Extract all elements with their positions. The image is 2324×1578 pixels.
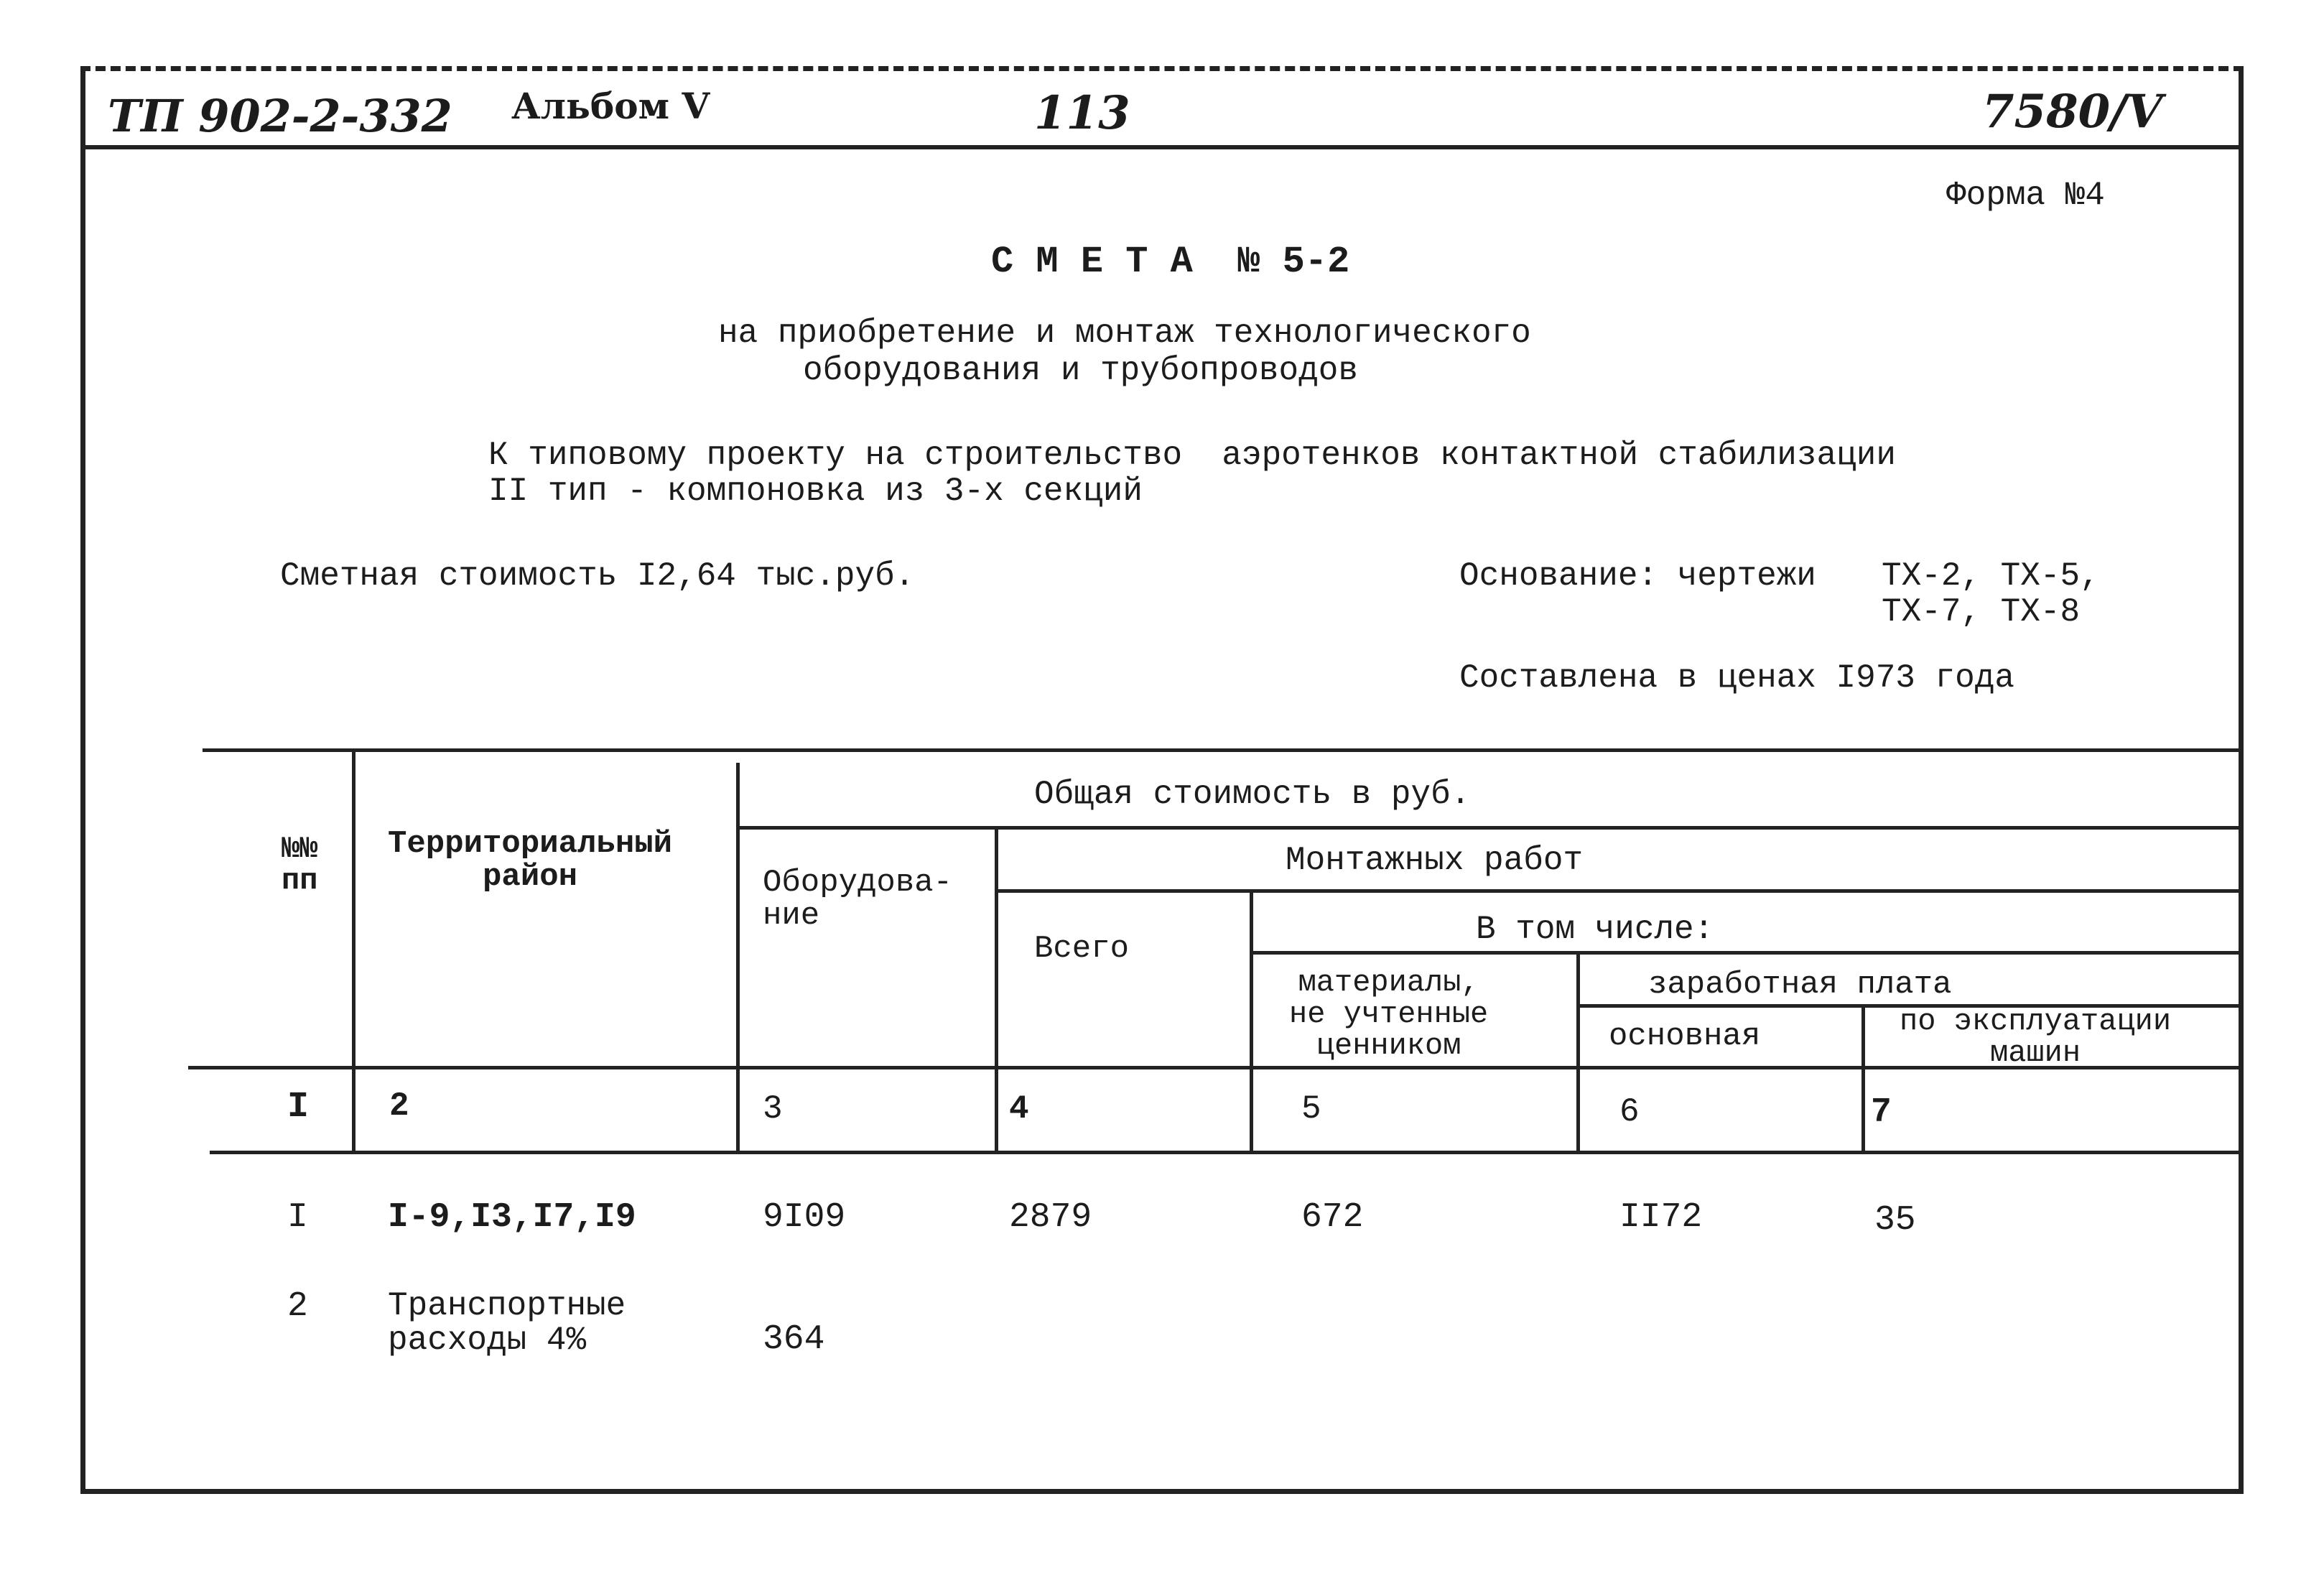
header-rule <box>80 145 2244 149</box>
page-number: 113 <box>1034 86 1130 140</box>
row2-region: Транспортные расходы 4% <box>388 1287 626 1360</box>
album-label: Альбом V <box>511 85 710 127</box>
col-divider-6 <box>1861 1004 1865 1151</box>
header-including: В том числе: <box>1476 911 1714 948</box>
estimate-subtitle-1: на приобретение и монтаж технологического <box>718 315 1531 352</box>
basis-drawings-2: ТХ-7, ТХ-8 <box>1882 593 2081 631</box>
header-wages-basic: основная <box>1609 1018 1761 1054</box>
prices-year: Составлена в ценах I973 года <box>1459 659 2014 697</box>
archive-number: 7580/V <box>1982 85 2163 139</box>
row1-total: 2879 <box>1009 1198 1092 1237</box>
col-divider-2 <box>736 763 740 1151</box>
estimate-subtitle-2: оборудования и трубопроводов <box>803 352 1358 389</box>
rule-colnum-bottom <box>210 1151 2244 1154</box>
col-divider-4 <box>1250 889 1253 1151</box>
colnum-2: 2 <box>389 1087 409 1125</box>
col-divider-1 <box>352 748 355 1151</box>
row1-materials: 672 <box>1301 1198 1364 1237</box>
rule-including <box>1250 951 2244 955</box>
row2-equipment: 364 <box>763 1320 825 1359</box>
header-total: Всего <box>1034 931 1130 967</box>
colnum-5: 5 <box>1301 1090 1321 1128</box>
project-line-2: II тип - компоновка из 3-х секций <box>488 473 1143 510</box>
estimated-cost: Сметная стоимость I2,64 тыс.руб. <box>280 557 915 595</box>
basis-drawings-1: ТХ-2, ТХ-5, <box>1882 557 2100 595</box>
colnum-7: 7 <box>1871 1093 1892 1132</box>
row1-region: I-9,I3,I7,I9 <box>388 1198 636 1237</box>
header-region: Территориальный район <box>388 826 673 896</box>
header-equipment: Оборудова- ние <box>763 865 953 934</box>
header-wages-machines: по эксплуатации машин <box>1900 1004 2172 1071</box>
row1-num: I <box>287 1198 308 1237</box>
header-wages: заработная плата <box>1648 967 1952 1003</box>
row1-equipment: 9I09 <box>763 1198 846 1237</box>
row1-wages-machines: 35 <box>1874 1201 1916 1240</box>
project-code: ТП 902-2-332 <box>108 90 452 142</box>
header-num: №№ пп <box>282 832 318 899</box>
form-label: Форма №4 <box>1946 177 2105 214</box>
header-total-cost: Общая стоимость в руб. <box>1034 776 1471 813</box>
rule-total-cost <box>736 826 2244 830</box>
basis-label: Основание: чертежи <box>1459 557 1816 595</box>
estimate-title: С М Е Т А № 5-2 <box>991 241 1350 283</box>
header-installation: Монтажных работ <box>1286 842 1584 879</box>
col-divider-3 <box>995 826 998 1151</box>
row2-num: 2 <box>287 1287 308 1326</box>
header-materials: материалы, не учтенные ценником <box>1289 965 1489 1064</box>
rule-installation <box>995 889 2244 893</box>
col-divider-5 <box>1576 951 1580 1151</box>
table-top-rule <box>203 748 2244 752</box>
project-line-1: К типовому проекту на строительство аэротенков контактной стабилизации <box>488 437 1896 474</box>
colnum-6: 6 <box>1619 1093 1640 1131</box>
colnum-1: I <box>287 1087 310 1128</box>
colnum-3: 3 <box>763 1090 783 1128</box>
row1-wages-basic: II72 <box>1619 1198 1703 1237</box>
colnum-4: 4 <box>1009 1090 1029 1128</box>
